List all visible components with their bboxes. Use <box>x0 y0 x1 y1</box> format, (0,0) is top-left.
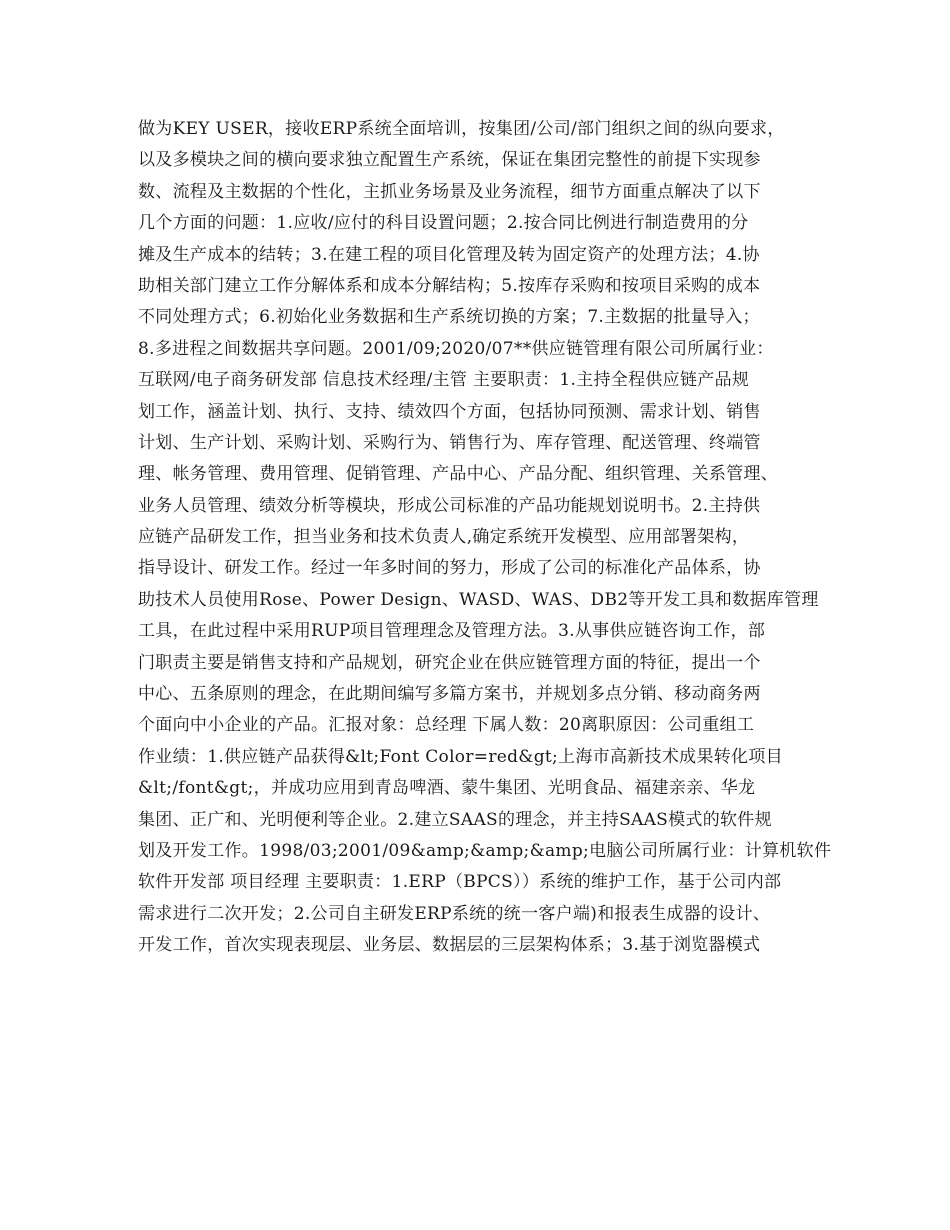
text-line: 门职责主要是销售支持和产品规划，研究企业在供应链管理方面的特征，提出一个 <box>138 652 761 673</box>
text-line: 作业绩：1.供应链产品获得&lt;Font Color=red&gt;上海市高新技术成果转化项目 <box>138 746 783 767</box>
text-line: 划及开发工作。1998/03;2001/09&amp;&amp;&amp;电脑公司所属行业：计算机软件 <box>138 840 832 861</box>
text-line: 工具，在此过程中采用RUP项目管理理念及管理方法。3.从事供应链咨询工作，部 <box>138 621 766 642</box>
text-line: 8.多进程之间数据共享问题。2001/09;2020/07**供应链管理有限公司所属行业： <box>138 338 774 359</box>
text-line: 应链产品研发工作，担当业务和技术负责人,确定系统开发模型、应用部署架构， <box>138 527 750 548</box>
text-line: 助相关部门建立工作分解体系和成本分解结构；5.按库存采购和按项目采购的成本 <box>138 275 761 296</box>
text-line: 业务人员管理、绩效分析等模块，形成公司标准的产品功能规划说明书。2.主持供 <box>138 495 761 516</box>
text-line: 几个方面的问题：1.应收/应付的科目设置问题；2.按合同比例进行制造费用的分 <box>138 213 749 234</box>
text-line: 理、帐务管理、费用管理、促销管理、产品中心、产品分配、组织管理、关系管理、 <box>138 464 779 485</box>
text-line: 互联网/电子商务研发部 信息技术经理/主管 主要职责：1.主持全程供应链产品规 <box>138 370 750 391</box>
text-line: 中心、五条原则的理念，在此期间编写多篇方案书，并规划多点分销、移动商务两 <box>138 684 761 705</box>
text-line: 数、流程及主数据的个性化，主抓业务场景及业务流程，细节方面重点解决了以下 <box>138 181 761 202</box>
body-text <box>138 114 832 962</box>
text-line: 划工作，涵盖计划、执行、支持、绩效四个方面，包括协同预测、需求计划、销售 <box>138 401 761 422</box>
text-line: 集团、正广和、光明便利等企业。2.建立SAAS的理念，并主持SAAS模式的软件规 <box>138 809 772 830</box>
text-line: 不同处理方式；6.初始化业务数据和生产系统切换的方案；7.主数据的批量导入； <box>138 307 760 328</box>
text-line: 指导设计、研发工作。经过一年多时间的努力，形成了公司的标准化产品体系，协 <box>138 558 761 579</box>
text-line: 需求进行二次开发；2.公司自主研发ERP系统的统一客户端)和报表生成器的设计、 <box>138 903 771 924</box>
text-line: 个面向中小企业的产品。汇报对象：总经理 下属人数：20离职原因：公司重组工 <box>138 715 755 736</box>
text-line: 开发工作，首次实现表现层、业务层、数据层的三层架构体系；3.基于浏览器模式 <box>138 935 761 956</box>
text-line: 计划、生产计划、采购计划、采购行为、销售行为、库存管理、配送管理、终端管 <box>138 432 761 453</box>
text-line: 助技术人员使用Rose、Power Design、WASD、WAS、DB2等开发工具和数据库管理 <box>138 589 819 610</box>
text-line: 以及多模块之间的横向要求独立配置生产系统，保证在集团完整性的前提下实现参 <box>138 150 761 171</box>
text-line: 软件开发部 项目经理 主要职责：1.ERP（BPCS））系统的维护工作，基于公司内部 <box>138 872 782 893</box>
text-line: &lt;/font&gt;，并成功应用到青岛啤酒、蒙牛集团、光明食品、福建亲亲、华龙 <box>138 778 756 799</box>
text-line: 做为KEY USER，接收ERP系统全面培训，按集团/公司/部门组织之间的纵向要求， <box>138 119 785 139</box>
text-line: 摊及生产成本的结转；3.在建工程的项目化管理及转为固定资产的处理方法；4.协 <box>138 244 760 265</box>
